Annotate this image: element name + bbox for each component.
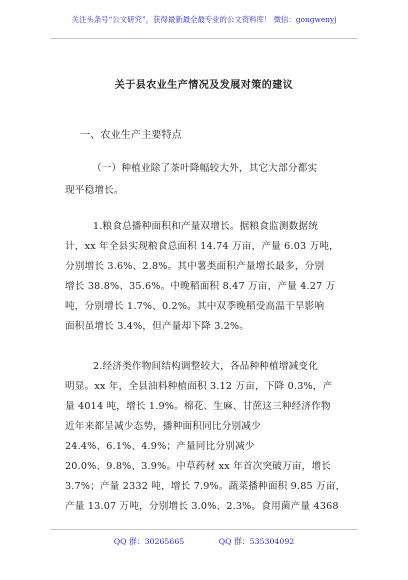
paragraph-line: 分别增长 3.6%、2.8%。其中薯类面积产量增长最多，分别 xyxy=(65,261,325,272)
paragraph-line: 2.经济类作物间结构调整较大，各品种种植增减变化 xyxy=(93,361,319,372)
document-title: 关于县农业生产情况及发展对策的建议 xyxy=(114,80,294,91)
paragraph-line: 24.4%、6.1%、4.9%；产量同比分别减少 xyxy=(65,441,255,452)
header-divider xyxy=(50,38,358,39)
section-heading: 一、农业生产主要特点 xyxy=(80,130,182,141)
paragraph-line: 吨，分别增长 1.7%、0.2%。其中双季晚稻受高温干旱影响 xyxy=(65,301,325,312)
promo-header: 关注头条号“公文研究”，获得最新最全最专业的公文资料库！ 微信：gongwenyj xyxy=(71,15,337,24)
qq-group-2: QQ 群：535304092 xyxy=(218,537,295,546)
paragraph-line: 现平稳增长。 xyxy=(65,185,124,196)
qq-group-1: QQ 群：30265665 xyxy=(113,537,185,546)
paragraph-line: 面积虽增长 3.4%，但产量却下降 3.2%。 xyxy=(65,321,250,332)
paragraph-line: 明显。xx 年，全县油料种植面积 3.12 万亩，下降 0.3%，产 xyxy=(65,381,333,392)
paragraph-line: （一）种植业除了茶叶降幅较大外，其它大部分都实 xyxy=(92,163,318,174)
paragraph-line: 20.0%、9.8%、3.9%。中草药材 xx 年首次突破万亩，增长 xyxy=(65,461,332,472)
paragraph-line: 近年来都呈减少态势，播种面积同比分别减少 xyxy=(65,421,261,432)
paragraph-line: 3.7%；产量 2332 吨，增长 7.9%。蔬菜播种面积 9.85 万亩， xyxy=(65,481,346,492)
paragraph-line: 1.粮食总播种面积和产量双增长。据粮食监测数据统 xyxy=(93,221,319,232)
paragraph-line: 计，xx 年全县实现粮食总面积 14.74 万亩，产量 6.03 万吨， xyxy=(65,241,339,252)
footer-divider xyxy=(50,529,358,530)
paragraph-line: 产量 13.07 万吨，分别增长 3.0%、2.3%。食用菌产量 4368 xyxy=(65,501,339,512)
paragraph-line: 增长 38.8%、35.6%。中晚稻面积 8.47 万亩，产量 4.27 万 xyxy=(65,281,336,292)
paragraph-line: 量 4014 吨，增长 1.9%。棉花、生麻、甘蔗这三种经济作物 xyxy=(65,401,331,412)
footer-contacts xyxy=(0,536,408,547)
